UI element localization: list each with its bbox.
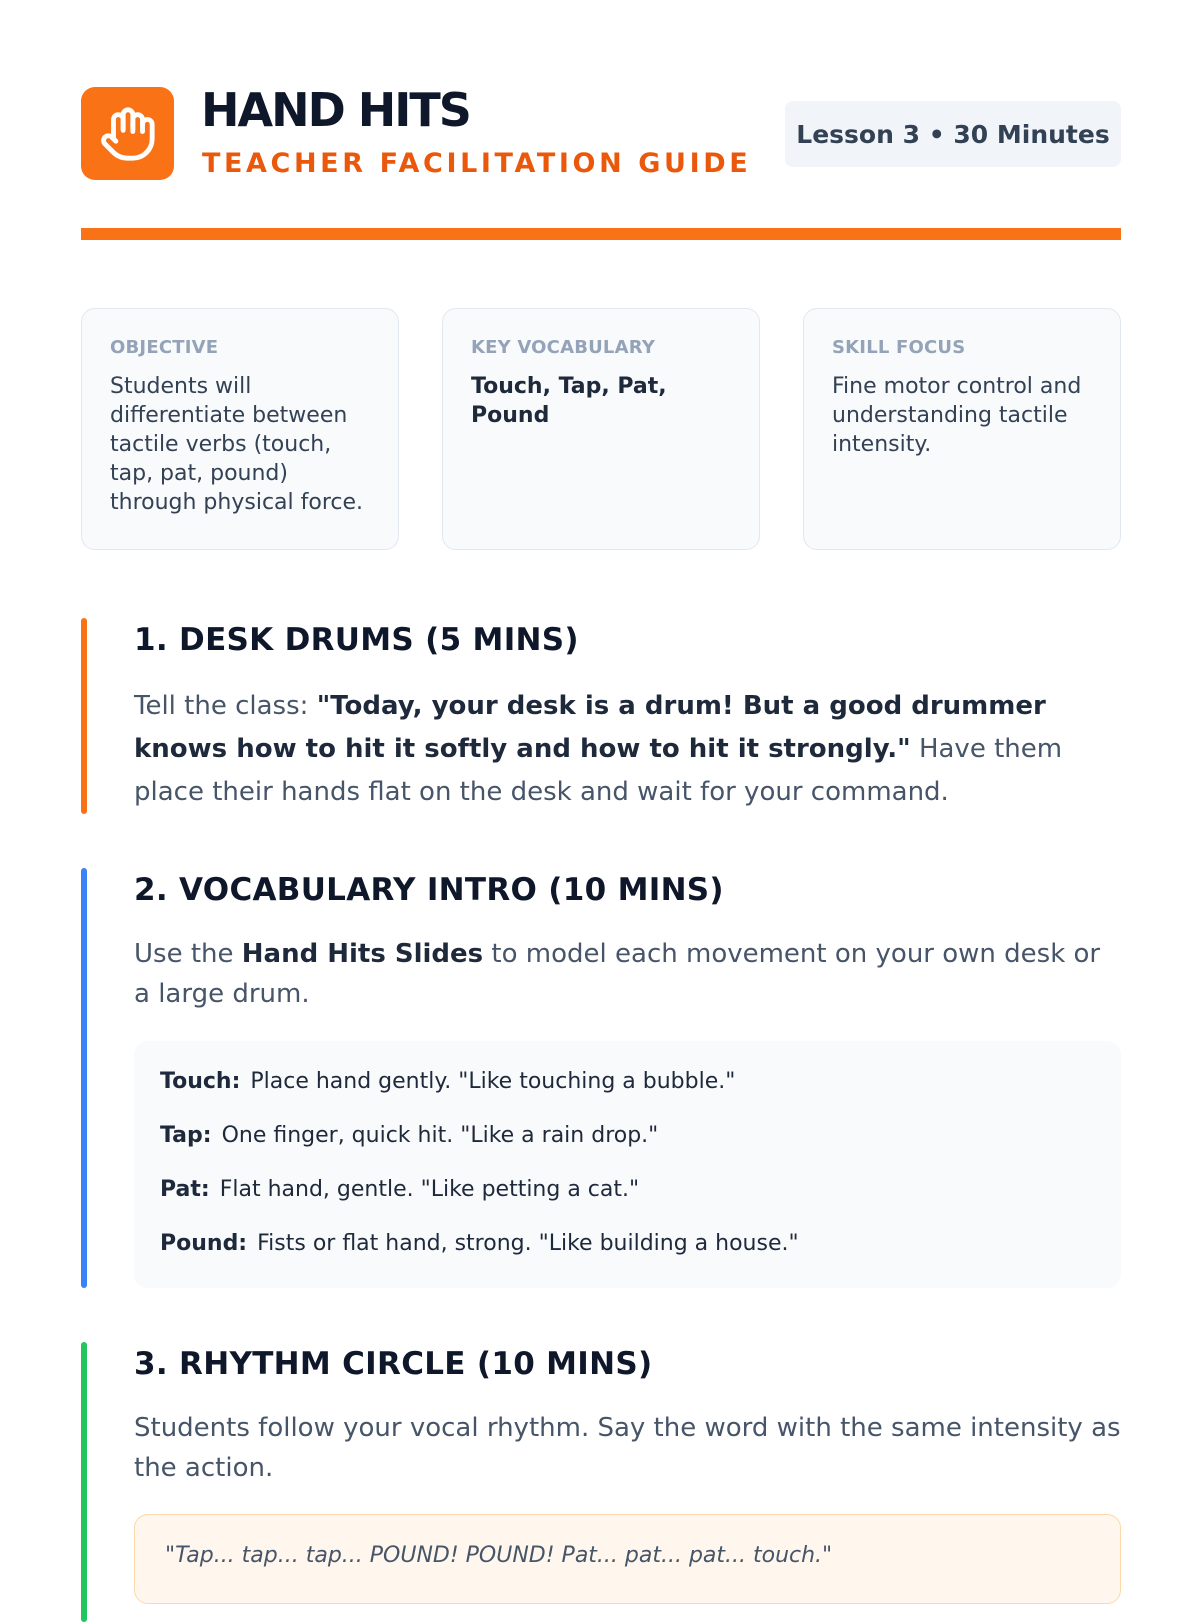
card-label: SKILL FOCUS bbox=[832, 337, 966, 358]
section-title: 2. VOCABULARY INTRO (10 MINS) bbox=[134, 872, 724, 908]
list-item bbox=[160, 1121, 1095, 1175]
section-text bbox=[134, 685, 1121, 814]
header-divider bbox=[81, 228, 1121, 240]
lesson-badge: Lesson 3 • 30 Minutes bbox=[785, 101, 1121, 167]
text-lead: Use the bbox=[134, 939, 242, 969]
section-title: 3. RHYTHM CIRCLE (10 MINS) bbox=[134, 1346, 653, 1382]
section-rhythm-circle bbox=[81, 1342, 1121, 1600]
logo bbox=[81, 87, 174, 180]
list-item bbox=[160, 1067, 1095, 1121]
vocab-desc: Place hand gently. "Like touching a bubble." bbox=[250, 1069, 736, 1094]
vocab-desc: Flat hand, gentle. "Like petting a cat." bbox=[219, 1177, 640, 1202]
card-text: Fine motor control and understanding tactile intensity. bbox=[832, 374, 1082, 457]
card-label: OBJECTIVE bbox=[110, 337, 219, 358]
header bbox=[81, 0, 1121, 245]
vocab-term: Tap: bbox=[160, 1123, 212, 1148]
vocabulary-list bbox=[134, 1041, 1121, 1288]
text-lead: Tell the class: bbox=[134, 691, 317, 721]
page-subtitle: TEACHER FACILITATION GUIDE bbox=[202, 148, 752, 179]
section-vocabulary-intro bbox=[81, 868, 1121, 1288]
vocab-term: Pat: bbox=[160, 1177, 210, 1202]
teacher-quote: "Today, your desk is a drum! But a good drummer knows how to hit it softly and how to hit it strongly." bbox=[134, 691, 1046, 764]
section-title: 1. DESK DRUMS (5 MINS) bbox=[134, 622, 579, 658]
slides-name: Hand Hits Slides bbox=[241, 939, 484, 969]
section-text: Students follow your vocal rhythm. Say the word with the same intensity as the action. bbox=[134, 1413, 1121, 1483]
chant-box: "Tap... tap... tap... POUND! POUND! Pat... pat... pat... touch." bbox=[134, 1514, 1121, 1604]
vocabulary-card bbox=[442, 308, 760, 550]
objective-card bbox=[81, 308, 399, 550]
section-desk-drums bbox=[81, 618, 1121, 814]
section-accent-bar bbox=[81, 868, 87, 1288]
page-title: HAND HITS bbox=[201, 83, 470, 137]
hand-icon bbox=[99, 105, 157, 163]
skill-focus-card bbox=[803, 308, 1121, 550]
text-tail: Have them place their hands flat on the desk and wait for your command. bbox=[134, 734, 1063, 807]
guide-page bbox=[81, 0, 1121, 1568]
vocab-term: Pound: bbox=[160, 1231, 248, 1256]
list-item bbox=[160, 1175, 1095, 1229]
text-tail: to model each movement on your own desk or a large drum. bbox=[134, 939, 1101, 1009]
list-item bbox=[160, 1229, 1095, 1283]
card-label: KEY VOCABULARY bbox=[471, 337, 656, 358]
card-text: Touch, Tap, Pat, Pound bbox=[471, 374, 667, 428]
vocab-desc: One finger, quick hit. "Like a rain drop." bbox=[221, 1123, 659, 1148]
vocab-desc: Fists or flat hand, strong. "Like building a house." bbox=[257, 1231, 799, 1256]
section-accent-bar bbox=[81, 618, 87, 814]
info-cards bbox=[81, 308, 1121, 550]
vocab-term: Touch: bbox=[160, 1069, 241, 1094]
card-text: Students will differentiate between tactile verbs (touch, tap, pat, pound) through physical force. bbox=[110, 374, 364, 515]
section-accent-bar bbox=[81, 1342, 87, 1622]
section-text bbox=[134, 934, 1121, 1014]
